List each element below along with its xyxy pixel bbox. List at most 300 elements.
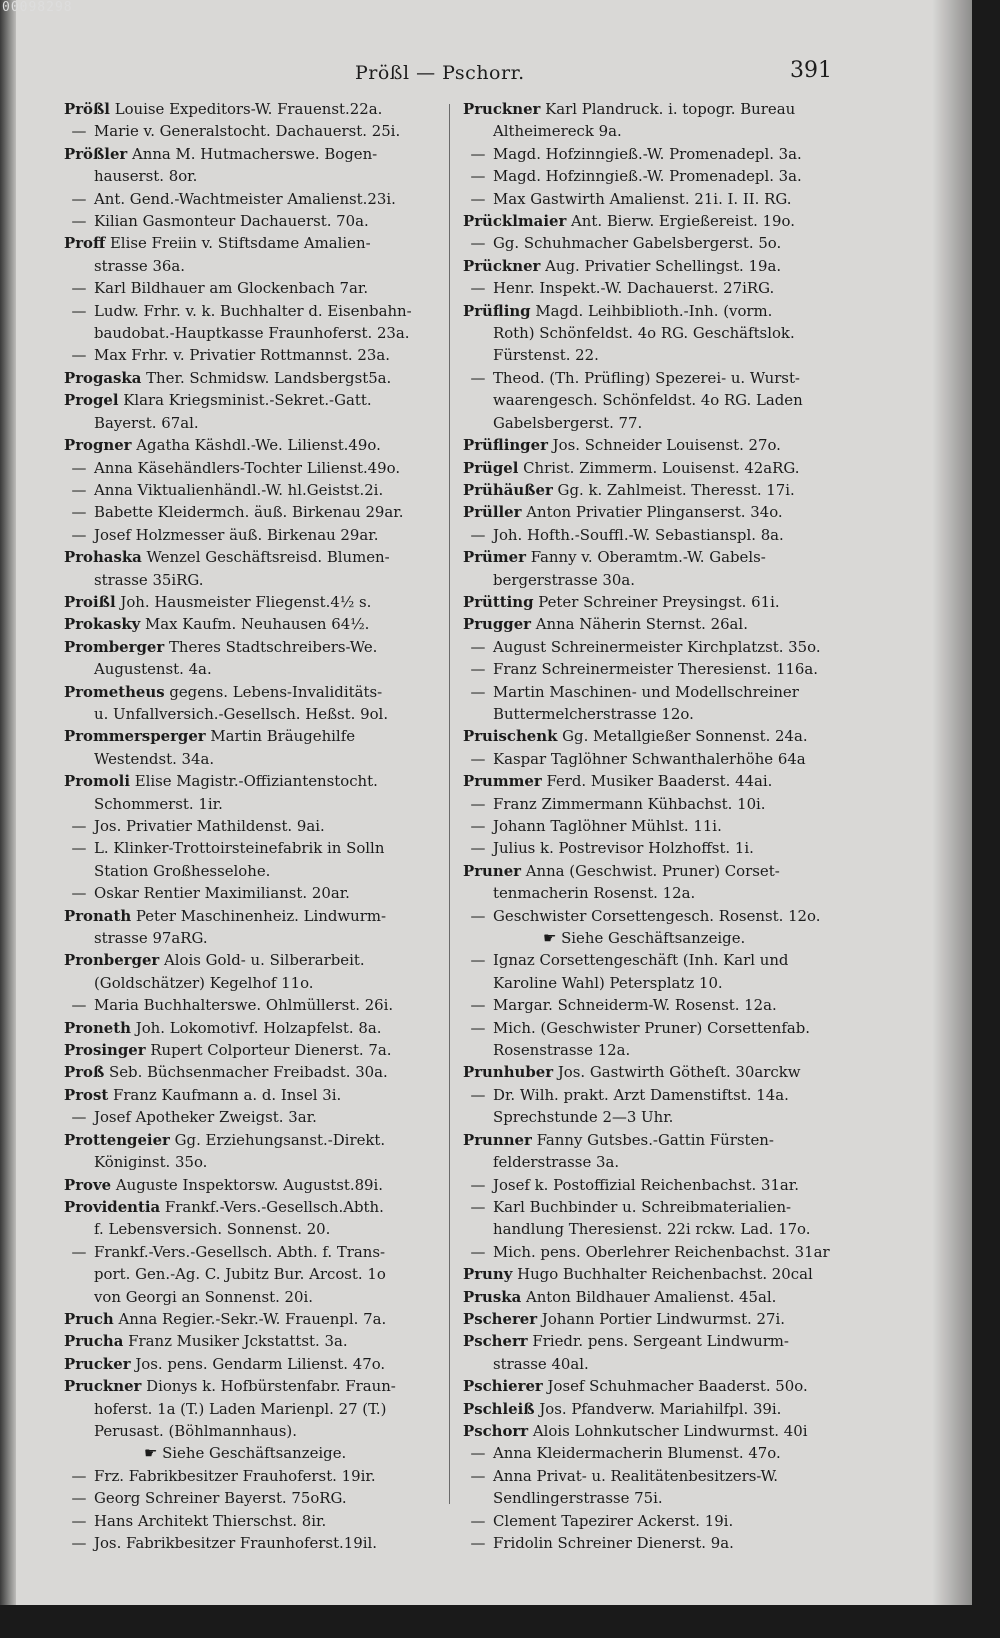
ditto-dash: — — [470, 637, 486, 656]
directory-entry — [463, 1510, 858, 1532]
surname: Prüfling — [463, 301, 531, 320]
directory-entry — [463, 98, 858, 143]
surname: Pschorr — [463, 1421, 529, 1440]
entry-text: Gg. Schuhmacher Gabelsbergerst. 5o. — [493, 234, 782, 253]
surname: Prößl — [64, 100, 110, 118]
entry-text: Ludw. Frhr. v. k. Buchhalter d. Eisenbahn- — [94, 301, 412, 320]
entry-text: Elise Magistr.-Offiziantenstocht. — [134, 772, 378, 791]
directory-entry — [463, 636, 858, 658]
directory-entry — [64, 1353, 444, 1375]
entry-text: Roth) Schönfeldst. 4o RG. Geschäftslok. — [493, 324, 795, 343]
entry-text: Friedr. pens. Sergeant Lindwurm- — [532, 1332, 789, 1351]
entry-line — [463, 210, 858, 232]
entry-line — [64, 1039, 444, 1061]
entry-line — [463, 927, 858, 949]
entry-text: f. Lebensversich. Sonnenst. 20. — [94, 1220, 331, 1239]
entry-line — [64, 1084, 444, 1106]
entry-line — [463, 1308, 858, 1330]
running-head: Prößl — Pschorr. — [355, 62, 525, 84]
entry-text: Theres Stadtschreibers-We. — [168, 637, 378, 656]
ditto-dash: — — [470, 817, 486, 835]
entry-line — [463, 815, 858, 837]
entry-text: Dionys k. Hofbürstenfabr. Fraun- — [146, 1377, 396, 1396]
ditto-dash: — — [470, 368, 486, 387]
directory-entry — [463, 793, 858, 815]
directory-entry — [64, 143, 444, 188]
entry-text: Rosenstrasse 12a. — [493, 1041, 631, 1060]
entry-line — [463, 457, 858, 479]
entry-text: Frankf.-Vers.-Gesellsch. Abth. f. Trans- — [94, 1242, 386, 1261]
entry-line — [463, 524, 858, 546]
surname: Pscherr — [463, 1332, 528, 1351]
entry-line — [64, 1241, 444, 1263]
entry-text: Franz Musiker Jckstattst. 3a. — [128, 1332, 348, 1351]
entry-line — [463, 1465, 858, 1487]
surname: Pronberger — [64, 951, 160, 970]
directory-entry — [64, 591, 444, 613]
directory-entry — [463, 501, 858, 523]
entry-text: Station Großhesselohe. — [94, 861, 271, 880]
directory-entry — [463, 905, 858, 927]
directory-entry — [463, 1398, 858, 1420]
entry-text: Aug. Privatier Schellingst. 19a. — [545, 256, 782, 275]
ditto-dash: — — [470, 996, 486, 1015]
entry-line — [463, 165, 858, 187]
ditto-dash: — — [71, 839, 87, 858]
entry-text: Karl Plandruck. i. topogr. Bureau — [545, 100, 796, 118]
ditto-dash: — — [71, 189, 87, 208]
entry-text: Altheimereck 9a. — [493, 122, 622, 141]
directory-entry — [463, 143, 858, 165]
entry-text: Anna Regier.-Sekr.-W. Frauenpl. 7a. — [118, 1309, 387, 1328]
ditto-dash: — — [470, 749, 486, 768]
directory-entry — [463, 1263, 858, 1285]
directory-entry — [463, 658, 858, 680]
entry-line — [463, 546, 858, 568]
ditto-dash: — — [470, 525, 486, 544]
entry-text: Josef Schuhmacher Baaderst. 50o. — [547, 1377, 808, 1396]
directory-entry — [64, 434, 444, 456]
entry-text: Franz Kaufmann a. d. Insel 3i. — [112, 1085, 342, 1104]
entry-line — [64, 188, 444, 210]
entry-text: Sendlingerstrasse 75i. — [493, 1489, 663, 1508]
entry-line — [463, 1151, 858, 1173]
entry-line — [463, 636, 858, 658]
entry-line — [64, 1263, 444, 1285]
ditto-dash: — — [470, 1018, 486, 1037]
entry-text: Ferd. Musiker Baaderst. 44ai. — [546, 772, 773, 791]
entry-text: strasse 35iRG. — [94, 570, 204, 589]
surname: Prücklmaier — [463, 212, 567, 231]
entry-text: Anna M. Hutmacherswe. Bogen- — [132, 144, 378, 163]
directory-entry — [463, 1330, 858, 1375]
gutter-shadow — [932, 0, 972, 1605]
entry-line — [64, 501, 444, 523]
directory-entry — [64, 1106, 444, 1128]
entry-line — [463, 277, 858, 299]
ditto-dash: — — [470, 279, 486, 298]
ditto-dash: — — [470, 1242, 486, 1261]
directory-entry — [64, 457, 444, 479]
surname: Progel — [64, 391, 119, 410]
surname: Pronath — [64, 906, 132, 925]
ditto-dash: — — [71, 458, 87, 477]
directory-entry — [64, 905, 444, 950]
directory-entry — [64, 1196, 444, 1241]
directory-entry — [64, 524, 444, 546]
entry-line — [463, 1375, 858, 1397]
surname: Prunhuber — [463, 1063, 554, 1082]
ditto-dash: — — [71, 1466, 87, 1485]
directory-entry — [463, 681, 858, 726]
entry-text: Karl Bildhauer am Glockenbach 7ar. — [94, 279, 369, 298]
directory-entry — [463, 1241, 858, 1263]
entry-text: Julius k. Postrevisor Holzhoffst. 1i. — [493, 839, 754, 858]
entry-line — [463, 479, 858, 501]
ditto-dash: — — [71, 480, 87, 499]
entry-line — [463, 1106, 858, 1128]
ditto-dash: — — [470, 1466, 486, 1485]
entry-text: Geschwister Corsettengesch. Rosenst. 12o. — [493, 906, 821, 925]
entry-text: Elise Freiin v. Stiftsdame Amalien- — [109, 234, 371, 253]
directory-entry — [463, 1084, 858, 1129]
ditto-dash: — — [71, 301, 87, 320]
surname: Prunner — [463, 1130, 532, 1149]
entry-text: strasse 97aRG. — [94, 929, 208, 948]
entry-text: Karoline Wahl) Petersplatz 10. — [493, 973, 723, 992]
entry-text: Anna (Geschwist. Pruner) Corset- — [525, 861, 780, 880]
entry-text: Ignaz Corsettengeschäft (Inh. Karl und — [493, 951, 789, 970]
ditto-dash: — — [71, 122, 87, 141]
entry-line — [463, 300, 858, 322]
directory-entry — [64, 1017, 444, 1039]
directory-entry — [463, 770, 858, 792]
entry-line — [64, 1196, 444, 1218]
surname: Proneth — [64, 1018, 131, 1037]
entry-line — [64, 1398, 444, 1420]
directory-entry — [463, 1196, 858, 1241]
entry-line — [463, 1039, 858, 1061]
surname: Prummer — [463, 772, 542, 791]
entry-line — [463, 994, 858, 1016]
surname: Prugger — [463, 615, 532, 634]
entry-text: Ther. Schmidsw. Landsbergst5a. — [146, 368, 392, 387]
entry-text: Klara Kriegsminist.-Sekret.-Gatt. — [123, 391, 372, 410]
surname: Pruner — [463, 861, 522, 880]
entry-text: Rupert Colporteur Dienerst. 7a. — [150, 1041, 392, 1060]
directory-entry — [463, 524, 858, 546]
right-column — [463, 98, 858, 1554]
entry-line — [64, 1218, 444, 1240]
entry-line — [64, 120, 444, 142]
entry-text: Jos. Pfandverw. Mariahilfpl. 39i. — [539, 1399, 782, 1418]
entry-text: Westendst. 34a. — [94, 749, 215, 768]
entry-line — [463, 1241, 858, 1263]
directory-entry — [64, 1308, 444, 1330]
surname: Pruska — [463, 1287, 522, 1306]
entry-text: August Schreinermeister Kirchplatzst. 35o. — [493, 637, 821, 656]
ditto-dash: — — [470, 167, 486, 186]
entry-line — [64, 994, 444, 1016]
entry-line — [64, 591, 444, 613]
entry-text: hauserst. 8or. — [94, 167, 198, 186]
ditto-dash: — — [470, 1197, 486, 1216]
entry-line — [64, 636, 444, 658]
entry-line — [64, 412, 444, 434]
entry-line — [463, 882, 858, 904]
entry-line — [463, 1061, 858, 1083]
entry-text: Georg Schreiner Bayerst. 75oRG. — [94, 1489, 347, 1508]
ditto-dash: — — [470, 1175, 486, 1194]
directory-entry — [64, 725, 444, 770]
surname: Proißl — [64, 592, 116, 611]
directory-entry — [64, 1039, 444, 1061]
directory-entry — [64, 949, 444, 994]
entry-text: handlung Theresienst. 22i rckw. Lad. 17o. — [493, 1220, 811, 1239]
entry-text: von Georgi an Sonnenst. 20i. — [94, 1287, 314, 1306]
entry-line — [64, 837, 444, 859]
directory-entry — [463, 165, 858, 187]
entry-text: L. Klinker-Trottoirsteinefabrik in Solln — [94, 839, 385, 858]
surname: Prümer — [463, 548, 526, 567]
entry-line — [463, 389, 858, 411]
entry-line — [463, 501, 858, 523]
directory-entry — [64, 546, 444, 591]
surname: Pschierer — [463, 1377, 543, 1396]
entry-line — [64, 300, 444, 322]
entry-line — [463, 837, 858, 859]
entry-text: Gabelsbergerst. 77. — [493, 413, 643, 432]
ditto-dash: — — [71, 1108, 87, 1127]
entry-text: Johann Taglöhner Mühlst. 11i. — [493, 817, 722, 835]
entry-text: Wenzel Geschäftsreisd. Blumen- — [146, 548, 390, 567]
entry-line — [64, 1106, 444, 1128]
entry-text: strasse 36a. — [94, 256, 186, 275]
entry-line — [64, 1375, 444, 1397]
entry-line — [64, 949, 444, 971]
ditto-dash: — — [470, 906, 486, 925]
entry-text: Magd. Hofzinngieß.-W. Promenadepl. 3a. — [493, 144, 802, 163]
directory-entry — [64, 1129, 444, 1174]
directory-entry — [64, 300, 444, 345]
directory-entry — [64, 770, 444, 815]
directory-entry — [463, 1129, 858, 1174]
entry-line — [463, 1263, 858, 1285]
surname: Progner — [64, 436, 132, 455]
entry-line — [64, 972, 444, 994]
entry-text: Joh. Hofth.-Souffl.-W. Sebastianspl. 8a. — [493, 525, 784, 544]
directory-entry — [463, 860, 858, 905]
entry-line — [64, 1487, 444, 1509]
surname: Prüflinger — [463, 436, 548, 455]
entry-line — [64, 255, 444, 277]
entry-line — [463, 322, 858, 344]
entry-line — [463, 1398, 858, 1420]
directory-entry — [463, 1375, 858, 1397]
entry-line — [463, 232, 858, 254]
directory-entry — [463, 1532, 858, 1554]
surname: Proff — [64, 234, 106, 253]
entry-text: Max Kaufm. Neuhausen 64½. — [145, 615, 370, 634]
entry-line — [463, 703, 858, 725]
entry-text: waarengesch. Schönfeldst. 4o RG. Laden — [493, 391, 803, 410]
entry-line — [463, 613, 858, 635]
surname: Pruckner — [463, 100, 541, 118]
entry-text: Fanny Gutsbes.-Gattin Fürsten- — [536, 1130, 774, 1149]
directory-entry — [463, 1442, 858, 1464]
pointing-hand-icon: ☛ — [144, 1444, 163, 1463]
entry-line — [64, 1017, 444, 1039]
directory-entry — [64, 636, 444, 681]
entry-text: Fanny v. Oberamtm.-W. Gabels- — [530, 548, 766, 567]
ditto-dash: — — [71, 279, 87, 298]
entry-text: Peter Maschinenheiz. Lindwurm- — [135, 906, 387, 925]
entry-text: Alois Gold- u. Silberarbeit. — [164, 951, 365, 970]
entry-text: Louise Expeditors-W. Frauenst.22a. — [114, 100, 383, 118]
entry-text: Martin Bräugehilfe — [210, 727, 356, 746]
entry-text: Theod. (Th. Prüfling) Spezerei- u. Wurst- — [493, 368, 800, 387]
entry-line — [64, 344, 444, 366]
entry-text: Magd. Leihbiblioth.-Inh. (vorm. — [535, 301, 773, 320]
entry-line — [64, 389, 444, 411]
directory-entry — [463, 277, 858, 299]
entry-text: Auguste Inspektorsw. Augustst.89i. — [115, 1175, 384, 1194]
entry-line — [463, 770, 858, 792]
entry-text: Anna Viktualienhändl.-W. hl.Geistst.2i. — [94, 480, 384, 499]
entry-line — [64, 1465, 444, 1487]
ditto-dash: — — [71, 817, 87, 835]
entry-line — [463, 949, 858, 971]
ditto-dash: — — [470, 234, 486, 253]
entry-line — [64, 524, 444, 546]
entry-text: Mich. (Geschwister Pruner) Corsettenfab. — [493, 1018, 811, 1037]
directory-entry — [64, 1061, 444, 1083]
entry-line — [463, 793, 858, 815]
entry-line — [64, 1420, 444, 1442]
entry-text: Jos. pens. Gendarm Lilienst. 47o. — [135, 1354, 386, 1373]
entry-text: Alois Lohnkutscher Lindwurmst. 40i — [532, 1421, 808, 1440]
entry-line — [64, 1286, 444, 1308]
ditto-dash: — — [470, 660, 486, 679]
entry-text: Gg. Metallgießer Sonnenst. 24a. — [562, 727, 808, 746]
directory-entry — [64, 1241, 444, 1308]
entry-text: Max Frhr. v. Privatier Rottmannst. 23a. — [94, 346, 390, 365]
directory-entry — [64, 501, 444, 523]
entry-text: baudobat.-Hauptkasse Fraunhoferst. 23a. — [94, 324, 410, 343]
directory-entry — [463, 591, 858, 613]
ditto-dash: — — [470, 1085, 486, 1104]
entry-line — [64, 882, 444, 904]
entry-line — [64, 165, 444, 187]
ditto-dash: — — [470, 189, 486, 208]
directory-entry — [463, 815, 858, 837]
surname: Prößler — [64, 144, 128, 163]
entry-line — [463, 972, 858, 994]
entry-line — [64, 725, 444, 747]
entry-text: Siehe Geschäftsanzeige. — [561, 929, 746, 948]
entry-line — [64, 860, 444, 882]
entry-line — [64, 927, 444, 949]
directory-entry — [463, 613, 858, 635]
entry-line — [463, 569, 858, 591]
surname: Prucha — [64, 1332, 124, 1351]
surname: Pruny — [463, 1265, 513, 1284]
directory-entry — [64, 1174, 444, 1196]
entry-text: Anton Bildhauer Amalienst. 45al. — [525, 1287, 777, 1306]
entry-text: Fridolin Schreiner Dienerst. 9a. — [493, 1534, 734, 1552]
entry-text: Anna Käsehändlers-Tochter Lilienst.49o. — [94, 458, 401, 477]
entry-text: u. Unfallversich.-Gesellsch. Heßst. 9ol. — [94, 704, 389, 723]
directory-entry — [463, 232, 858, 254]
entry-line — [463, 905, 858, 927]
entry-text: felderstrasse 3a. — [493, 1153, 620, 1172]
surname: Promberger — [64, 637, 165, 656]
entry-line — [64, 1330, 444, 1352]
facing-page-edge — [0, 0, 16, 1605]
entry-line — [64, 434, 444, 456]
ditto-dash: — — [470, 951, 486, 970]
surname: Prosinger — [64, 1041, 146, 1060]
entry-text: Jos. Schneider Louisenst. 27o. — [552, 436, 781, 455]
entry-text: Karl Buchbinder u. Schreibmaterialien- — [493, 1197, 792, 1216]
entry-text: Martin Maschinen- und Modellschreiner — [493, 682, 799, 701]
entry-text: Max Gastwirth Amalienst. 21i. I. II. RG. — [493, 189, 792, 208]
directory-entry — [463, 300, 858, 367]
directory-entry — [64, 210, 444, 232]
surname: Prottengeier — [64, 1130, 170, 1149]
ditto-dash: — — [71, 1489, 87, 1508]
entry-line — [64, 905, 444, 927]
entry-text: Mich. pens. Oberlehrer Reichenbachst. 31ar — [493, 1242, 830, 1261]
entry-text: Christ. Zimmerm. Louisenst. 42aRG. — [523, 458, 800, 477]
entry-text: Ant. Gend.-Wachtmeister Amalienst.23i. — [94, 189, 396, 208]
surname: Prometheus — [64, 682, 165, 701]
ditto-dash: — — [71, 996, 87, 1015]
entry-line — [64, 1174, 444, 1196]
entry-line — [64, 1129, 444, 1151]
page-number: 391 — [790, 58, 832, 83]
entry-line — [463, 1487, 858, 1509]
entry-line — [64, 1510, 444, 1532]
entry-line — [463, 1286, 858, 1308]
entry-line — [64, 658, 444, 680]
directory-entry — [463, 188, 858, 210]
surname: Prütting — [463, 592, 534, 611]
directory-entry — [64, 1487, 444, 1509]
entry-text: Franz Schreinermeister Theresienst. 116a. — [493, 660, 819, 679]
entry-text: Clement Tapezirer Ackerst. 19i. — [493, 1511, 734, 1530]
entry-text: Henr. Inspekt.-W. Dachauerst. 27iRG. — [493, 279, 775, 298]
entry-text: Buttermelcherstrasse 12o. — [493, 704, 694, 723]
directory-entry — [64, 994, 444, 1016]
entry-text: Josef k. Postoffizial Reichenbachst. 31ar. — [493, 1175, 800, 1194]
directory-entry — [64, 882, 444, 904]
entry-text: Kaspar Taglöhner Schwanthalerhöhe 64a — [493, 749, 806, 768]
surname: Proß — [64, 1063, 105, 1082]
surname: Prüller — [463, 503, 522, 522]
entry-line — [64, 703, 444, 725]
entry-line — [463, 1510, 858, 1532]
entry-line — [64, 457, 444, 479]
entry-text: Babette Kleidermch. äuß. Birkenau 29ar. — [94, 503, 404, 522]
entry-line — [64, 322, 444, 344]
ditto-dash: — — [71, 525, 87, 544]
entry-line — [64, 569, 444, 591]
directory-entry — [463, 837, 858, 859]
directory-entry — [64, 1442, 444, 1464]
entry-text: Anna Näherin Sternst. 26al. — [535, 615, 748, 634]
entry-text: Königinst. 35o. — [94, 1153, 208, 1172]
